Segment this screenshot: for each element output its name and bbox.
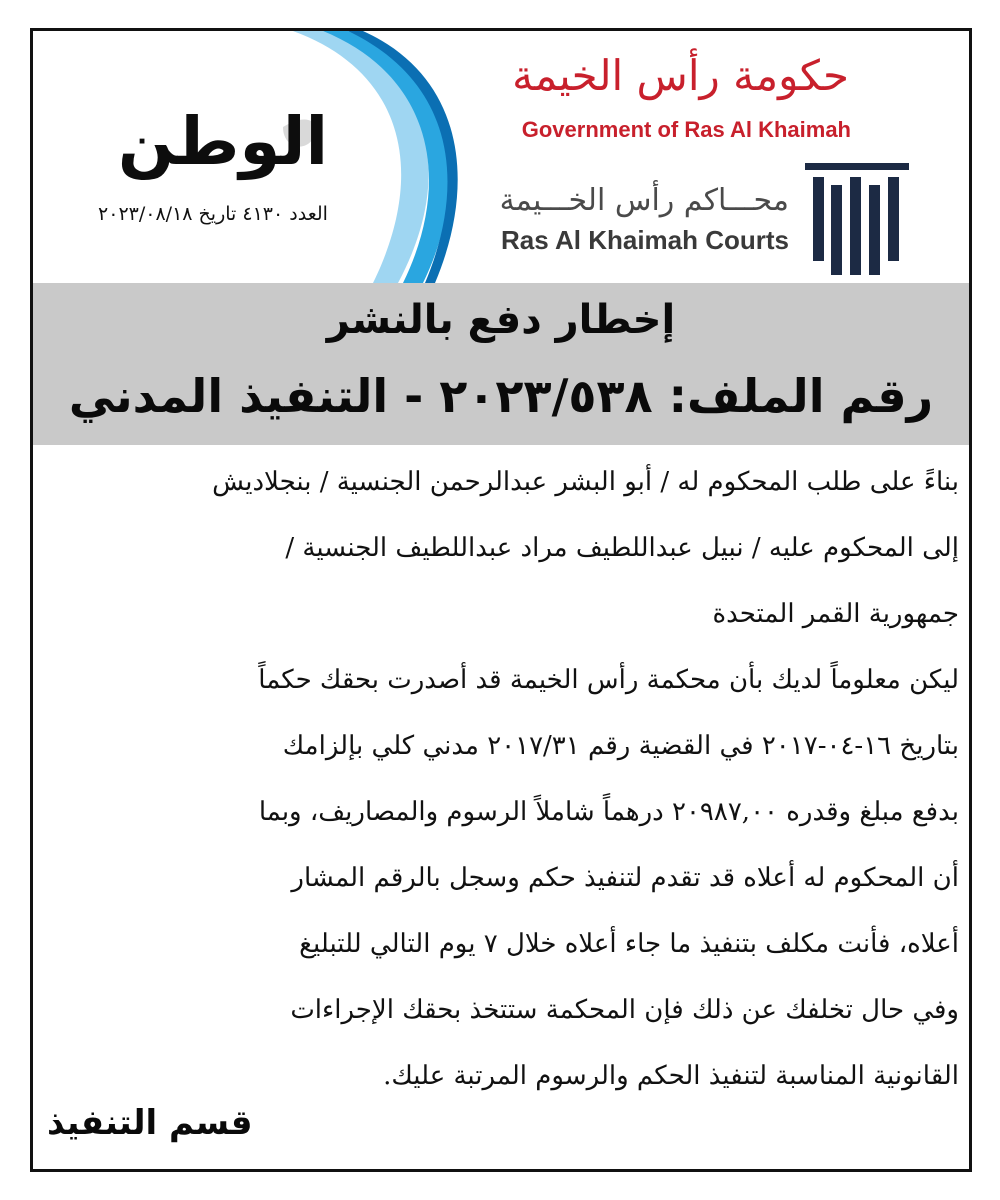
courts-columns-icon [805, 163, 909, 275]
notice-title: إخطار دفع بالنشر [326, 297, 676, 343]
government-name-arabic: حكومة رأس الخيمة [512, 51, 849, 100]
signature-department: قسم التنفيذ [47, 1103, 253, 1143]
notice-body [39, 449, 959, 1109]
body-line: أعلاه، فأنت مكلف بتنفيذ ما جاء أعلاه خلال ٧ يوم التالي للتبليغ [299, 929, 959, 959]
file-number: رقم الملف: ٢٠٢٣/٥٣٨ - التنفيذ المدني [68, 369, 934, 423]
body-line: بتاريخ ١٦-٠٤-٢٠١٧ في القضية رقم ٢٠١٧/٣١ مدني كلي بإلزامك [282, 731, 959, 761]
body-line: بدفع مبلغ وقدره ٢٠٩٨٧,٠٠ درهماً شاملاً الرسوم والمصاريف، وبما [258, 797, 959, 827]
issue-line: العدد ٤١٣٠ تاريخ ٢٠٢٣/٠٨/١٨ [98, 203, 328, 225]
body-line: أن المحكوم له أعلاه قد تقدم لتنفيذ حكم وسجل بالرقم المشار [291, 863, 959, 893]
courts-name-english: Ras Al Khaimah Courts [501, 225, 789, 255]
notice-frame [30, 28, 972, 1172]
newspaper-logo: الوطن [117, 103, 329, 180]
body-line: جمهورية القمر المتحدة [712, 599, 959, 629]
body-line: ليكن معلوماً لديك بأن محكمة رأس الخيمة قد أصدرت بحقك حكماً [258, 665, 959, 695]
header [33, 31, 969, 283]
body-line: وفي حال تخلفك عن ذلك فإن المحكمة ستتخذ بحقك الإجراءات [290, 995, 959, 1025]
government-name-english: Government of Ras Al Khaimah [521, 117, 851, 142]
body-line: بناءً على طلب المحكوم له / أبو البشر عبدالرحمن الجنسية / بنجلاديش [212, 467, 959, 497]
title-band [33, 283, 969, 445]
body-line: إلى المحكوم عليه / نبيل عبداللطيف مراد عبداللطيف الجنسية / [285, 533, 959, 563]
courts-name-arabic: محـــاكم رأس الخـــيمة [499, 183, 789, 218]
body-line: القانونية المناسبة لتنفيذ الحكم والرسوم المرتبة عليك. [383, 1061, 959, 1091]
